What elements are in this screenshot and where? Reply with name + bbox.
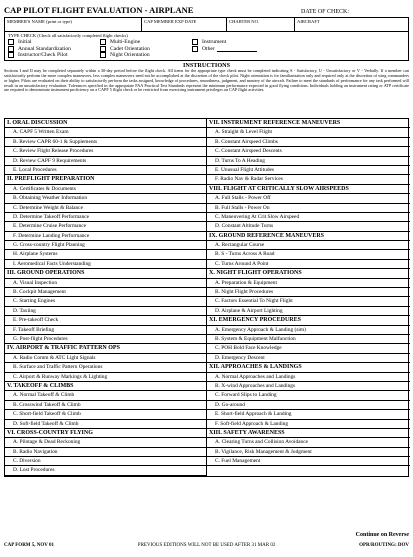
left-column (5, 119, 207, 476)
evaluation-item-row[interactable]: B. Crosswind Takeoff & Climb (5, 401, 206, 410)
type-check-box (4, 32, 409, 61)
evaluation-item-row[interactable]: A. Radio Comm & ATC Light Signals (5, 354, 206, 363)
section-heading: VI. CROSS-COUNTRY FLYING (5, 429, 206, 438)
evaluation-item-row[interactable]: C. Turns Around A Point (207, 260, 410, 269)
section-heading: XI. EMERGENCY PROCEDURES (207, 316, 410, 325)
evaluation-item-row[interactable]: B. Vigilance, Risk Management & Judgment (207, 448, 410, 457)
evaluation-item-row[interactable]: D. Soft-field Takeoff & Climb (5, 420, 206, 429)
checkbox-icon[interactable] (100, 52, 106, 58)
right-column (207, 119, 410, 476)
evaluation-item-row[interactable]: E. Unusual Flight Attitudes (207, 166, 410, 175)
footer-line (4, 543, 409, 548)
member-exp-date-field[interactable]: CAP MEMBER EXP DATE (142, 18, 227, 31)
checkbox-icon[interactable] (192, 39, 198, 45)
evaluation-item-row[interactable]: E. Determine Cruise Performance (5, 222, 206, 231)
evaluation-item-row[interactable]: B. S - Turns Across A Road (207, 250, 410, 259)
evaluation-item-row[interactable]: A. Full Stalls - Power Off (207, 194, 410, 203)
evaluation-item-row[interactable]: D. Go-around (207, 401, 410, 410)
section-heading: III. GROUND OPERATIONS (5, 269, 206, 278)
evaluation-item-row[interactable]: G. Post-flight Procedures (5, 335, 206, 344)
evaluation-item-row[interactable]: F. Radio Nav & Radar Services (207, 175, 410, 184)
evaluation-item-row[interactable]: F. Determine Landing Performance (5, 232, 206, 241)
section-heading: II. PREFLIGHT PREPARATION (5, 175, 206, 184)
evaluation-item-row[interactable]: C. Review Flight Release Procedures (5, 147, 206, 156)
evaluation-item-row[interactable]: E. Short-field Approach & Landing (207, 410, 410, 419)
checkbox-icon[interactable] (8, 46, 14, 52)
section-heading: VIII. FLIGHT AT CRITICALLY SLOW AIRSPEEDS (207, 185, 410, 194)
checkbox-icon[interactable] (100, 46, 106, 52)
evaluation-item-row[interactable]: H. Airplane Systems (5, 250, 206, 259)
evaluation-item-row[interactable]: C. POH Bold Face Knowledge (207, 344, 410, 353)
evaluation-item-row[interactable]: C. Determine Weight & Balance (5, 204, 206, 213)
evaluation-item-row[interactable]: F. Takeoff Briefing (5, 326, 206, 335)
evaluation-item-row[interactable]: A. Clearing Turns and Collision Avoidance (207, 438, 410, 447)
evaluation-sections (4, 118, 409, 477)
type-check-other[interactable]: Other (192, 45, 287, 51)
evaluation-item-row[interactable]: D. Taxiing (5, 307, 206, 316)
type-check-instrument[interactable]: Instrument (192, 39, 287, 45)
type-check-annual[interactable]: Annual Standardization (8, 45, 100, 51)
evaluation-item-row[interactable]: D. Turns To A Heading (207, 157, 410, 166)
evaluation-item-row[interactable]: C. Short-field Takeoff & Climb (5, 410, 206, 419)
evaluation-item-row[interactable]: D. Lost Procedures (5, 466, 206, 475)
member-name-field[interactable]: MEMBER'S NAME (print or type) (5, 18, 142, 31)
type-check-initial[interactable]: Initial (8, 39, 100, 45)
evaluation-item-row[interactable]: C. Airport & Runway Markings & Lighting (5, 373, 206, 382)
section-heading: XII. APPROACHES & LANDINGS (207, 363, 410, 372)
evaluation-item-row[interactable]: D. Airplane & Airport Lighting (207, 307, 410, 316)
evaluation-item-row[interactable]: A. Visual Inspection (5, 279, 206, 288)
section-heading: IV. AIRPORT & TRAFFIC PATTERN OPS (5, 344, 206, 353)
checkbox-icon[interactable] (192, 46, 198, 52)
evaluation-item-row[interactable]: A. CAPF 5 Written Exam (5, 128, 206, 137)
evaluation-item-row[interactable]: D. Emergency Descent (207, 354, 410, 363)
form-title: CAP PILOT FLIGHT EVALUATION - AIRPLANE (4, 5, 194, 15)
evaluation-item-row[interactable]: C. Starting Engines (5, 297, 206, 306)
checkbox-icon[interactable] (100, 39, 106, 45)
aircraft-field[interactable]: AIRCRAFT (297, 19, 320, 24)
evaluation-item-row[interactable]: A. Certificates & Documents (5, 185, 206, 194)
evaluation-item-row[interactable]: A. Pilotage & Dead Reckoning (5, 438, 206, 447)
evaluation-item-row[interactable]: E. Pre-takeoff Check (5, 316, 206, 325)
evaluation-item-row[interactable]: A. Rectangular Course (207, 241, 410, 250)
checkbox-icon[interactable] (8, 52, 14, 58)
type-check-label: TYPE CHECK (Check all satisfactorily completed flight checks) (8, 33, 128, 38)
evaluation-item-row[interactable]: B. Obtaining Weather Information (5, 194, 206, 203)
opr-routing: OPR/ROUTING: DOV (359, 543, 409, 548)
type-check-night[interactable]: Night Orientation (100, 52, 192, 58)
editions-note: PREVIOUS EDITIONS WILL NOT BE USED AFTER 31 MAR 02 (137, 543, 276, 548)
evaluation-item-row[interactable]: B. Night Flight Procedures (207, 288, 410, 297)
evaluation-item-row[interactable]: A. Straight & Level Flight (207, 128, 410, 137)
type-check-cadet[interactable]: Cadet Orientation (100, 45, 192, 51)
type-check-multi-engine[interactable]: Multi-Engine (100, 39, 192, 45)
evaluation-item-row[interactable]: A. Emergency Approach & Landing (sim) (207, 326, 410, 335)
evaluation-item-row[interactable]: B. Review CAPR 60-1 & Supplements (5, 138, 206, 147)
evaluation-item-row[interactable]: G. Cross-country Flight Planning (5, 241, 206, 250)
header (4, 4, 409, 15)
evaluation-item-row[interactable]: B. System & Equipment Malfunction (207, 335, 410, 344)
evaluation-item-row[interactable]: B. Cockpit Management (5, 288, 206, 297)
evaluation-item-row[interactable]: B. Surface and Traffic Pattern Operations (5, 363, 206, 372)
instructions-title: INSTRUCTIONS (182, 62, 231, 69)
evaluation-item-row[interactable]: D. Determine Takeoff Performance (5, 213, 206, 222)
section-heading: X. NIGHT FLIGHT OPERATIONS (207, 269, 410, 278)
evaluation-item-row[interactable]: B. Radio Navigation (5, 448, 206, 457)
type-check-spacer (287, 45, 377, 51)
section-heading: V. TAKEOFF & CLIMBS (5, 382, 206, 391)
type-check-instructor[interactable]: Instructor/Check Pilot (8, 52, 100, 58)
charter-no-field[interactable]: CHARTER NO. (227, 18, 295, 31)
evaluation-item-row[interactable]: D. Review CAPF 9 Requirements (5, 157, 206, 166)
section-heading: IX. GROUND REFERENCE MANEUVERS (207, 232, 410, 241)
evaluation-item-row[interactable]: B. Full Stalls - Power On (207, 204, 410, 213)
evaluation-item-row[interactable]: A. Normal Takeoff & Climb (5, 391, 206, 400)
instructions-text: Sections I and II may be completed separately within a 30-day period before the flight check. All items for the appropriate type check must be completed indicating S - Satisfactory, U - Unsatisfactory or V - Verbally. If a member can satisfactorily perform the more complex maneuvers, less complex maneuvers need not be accomplished at the discretion of the check pilot. Night orientation is for familiarization only and required only at the discretion of wing commanders or higher. Pilots are evaluated on their ability to satisfactorily perform the tasks assigned, knowledge of procedures, smoothness, judgment, and mastery of the aircraft. Failure to meet the standards of performance for any task performed will result in an unsatisfactory evaluation. Tolerances specified in the appropriate FAA Practical Test Standards represent the minimum performance expected in good flying conditions. Individuals holding an instrument rating or ATP certificate are required to demonstrate instrument proficiency on a CAPF 5 flight check or be restricted from exercising instrument privileges on CAP flight activities. (4, 69, 409, 93)
footer (4, 532, 409, 548)
other-line[interactable] (217, 46, 257, 52)
evaluation-item-row[interactable]: C. Diversion (5, 457, 206, 466)
evaluation-item-row[interactable]: C. Fuel Management (207, 457, 410, 466)
evaluation-item-row[interactable]: F. Soft-field Approach & Landing (207, 420, 410, 429)
evaluation-item-row[interactable]: I. Aeromedical Facts Understanding (5, 260, 206, 269)
evaluation-item-row[interactable]: C. Maneuvering At Crit Slow Airspeed (207, 213, 410, 222)
evaluation-item-row[interactable]: E. Local Procedures (5, 166, 206, 175)
evaluation-item-row[interactable]: B. Constant Airspeed Climbs (207, 138, 410, 147)
evaluation-item-row[interactable]: C. Forward Slips to Landing (207, 391, 410, 400)
type-check-options (8, 39, 405, 58)
checkbox-icon[interactable] (8, 39, 14, 45)
section-heading: VII. INSTRUMENT REFERENCE MANEUVERS (207, 119, 410, 128)
evaluation-item-row[interactable]: A. Normal Approaches and Landings (207, 373, 410, 382)
evaluation-item-row[interactable]: A. Preparation & Equipment (207, 279, 410, 288)
continue-note: Continue on Reverse (355, 532, 409, 538)
section-heading: I. ORAL DISCUSSION (5, 119, 206, 128)
section-heading: XIII. SAFETY AWARENESS (207, 429, 410, 438)
evaluation-item-row[interactable]: C. Factors Essential To Night Flight (207, 297, 410, 306)
evaluation-item-row[interactable]: B. X-wind Approaches and Landings (207, 382, 410, 391)
evaluation-item-row[interactable]: D. Constant Altitude Turns (207, 222, 410, 231)
form-number: CAP FORM 5, NOV 01 (4, 543, 55, 548)
member-info-table (4, 17, 409, 32)
date-of-check-label[interactable]: DATE OF CHECK: (300, 9, 349, 15)
evaluation-item-row[interactable]: C. Constant Airspeed Descents (207, 147, 410, 156)
